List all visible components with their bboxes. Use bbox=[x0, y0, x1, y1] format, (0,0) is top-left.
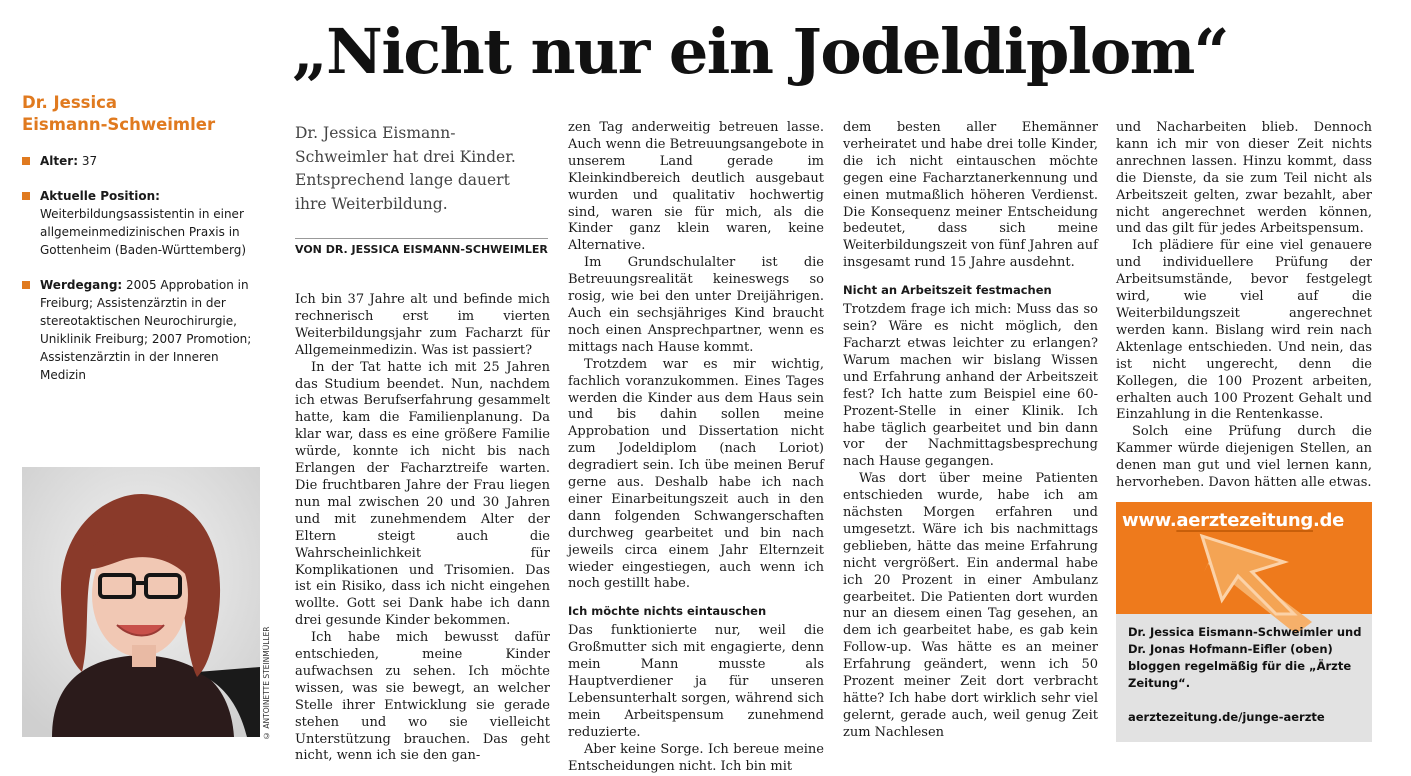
subheading: Nicht an Arbeitszeit festmachen bbox=[843, 283, 1052, 298]
fact-value: 2005 Approbation in Freiburg; Assistenzärztin in der stereotaktischen Neurochirurgie, Uniklinik Freiburg; 2007 Promotion; Assistenzärztin in der Inneren Medizin bbox=[40, 278, 252, 382]
fact-label: Alter: bbox=[40, 154, 78, 168]
profile-name bbox=[22, 92, 262, 136]
profile-name-line1: Dr. Jessica bbox=[22, 93, 118, 112]
paragraph: Im Grundschulalter ist die Betreuungsrealität keineswegs so rosig, wie bei den unter Dreijährigen. Auch ein sechsjähriges Kind braucht noch einen Ansprechpartner, wenn es mittags nach Hause kommt. bbox=[568, 255, 824, 355]
headline: „Nicht nur ein Jodeldiplom“ bbox=[292, 15, 1228, 88]
article-column-3 bbox=[843, 120, 1098, 742]
paragraph: dem besten aller Ehemänner verheiratet und habe drei tolle Kinder, die ich nicht eintauschen möchte gegen eine Facharztanerkennung und einen mutmaßlich höheren Verdienst. Die Konsequenz meiner Entscheidung bedeutet, dass sich meine Weiterbildungszeit von fünf Jahren auf insgesamt rund 15 Jahre ausdehnt. bbox=[843, 120, 1098, 271]
fact-position bbox=[22, 187, 262, 259]
square-bullet-icon bbox=[22, 157, 30, 165]
cursor-arrow-icon bbox=[1116, 502, 1372, 614]
fact-career bbox=[22, 276, 262, 384]
byline-divider bbox=[295, 238, 548, 239]
paragraph: Ich plädiere für eine viel genauere und individuellere Prüfung der Arbeitsumstände, bevor festgelegt wird, wie viel auf die Weiterbildungszeit angerechnet werden kann. Bislang wird rein nach Aktenlage entschieden. Und nein, das ist nicht ungerecht, denn die Kollegen, die 100 Prozent arbeiten, erhalten auch 100 Prozent Gehalt und Einzahlung in die Rentenkasse. bbox=[1116, 238, 1372, 423]
square-bullet-icon bbox=[22, 192, 30, 200]
portrait-illustration bbox=[22, 467, 260, 737]
url-main: aerztezeitung bbox=[1176, 510, 1313, 531]
author-photo bbox=[22, 467, 260, 737]
lead-text: Dr. Jessica Eismann-Schweimler hat drei Kinder. Entsprechend lange dauert ihre Weiterbildung. bbox=[295, 124, 516, 213]
url-prefix: www. bbox=[1122, 510, 1177, 531]
promo-text: Dr. Jessica Eismann-Schweimler und Dr. Jonas Hofmann-Eifler (oben) bloggen regelmäßig für die „Ärzte Zeitung“. bbox=[1128, 625, 1362, 690]
fact-value: Weiterbildungsassistentin in einer allgemeinmedizinischen Praxis in Gottenheim (Baden-Württemberg) bbox=[40, 207, 247, 257]
promo-link[interactable]: aerztezeitung.de/junge-aerzte bbox=[1128, 710, 1325, 724]
byline: VON DR. JESSICA EISMANN-SCHWEIMLER bbox=[295, 243, 548, 256]
paragraph: Das funktionierte nur, weil die Großmutter sich mit engagierte, denn mein Mann musste als Hauptverdiener ja für unseren Lebensunterhalt sorgen, während sich mein Arbeitspensum zunehmend reduzierte. bbox=[568, 623, 824, 740]
square-bullet-icon bbox=[22, 281, 30, 289]
fact-label: Aktuelle Position: bbox=[40, 189, 160, 203]
paragraph: Was dort über meine Patienten entschieden wurde, habe ich am nächsten Morgen erfahren und umgesetzt. Wäre ich bis nachmittags geblieben, hätte das meine Erfahrung nicht vergrößert. Ein andermal habe ich 20 Prozent in einer Ambulanz gearbeitet. Die Patienten dort wurden nur an diesem einen Tag gesehen, an dem ich gearbeitet habe, es gab kein Follow-up. Was hätte es an meiner Erfahrung geändert, wenn ich 50 Prozent meiner Zeit dort verbracht hätte? Ich habe dort wirklich sehr viel gelernt, gerade auch, weil genug Zeit zum Nachlesen bbox=[843, 471, 1098, 740]
article-column-2 bbox=[568, 120, 824, 776]
website-promo-box[interactable] bbox=[1116, 502, 1372, 742]
paragraph: zen Tag anderweitig betreuen lasse. Auch wenn die Betreuungsangebote in unserem Land gerade im Kleinkindbereich deutlich ausgebaut wurden und qualitativ hochwertig sind, waren sie für mich, als die Kinder ganz klein waren, keine Alternative. bbox=[568, 120, 824, 254]
fact-age bbox=[22, 152, 262, 170]
paragraph: und Nacharbeiten blieb. Dennoch kann ich mir von dieser Zeit nichts anrechnen lassen. Hinzu kommt, dass die Dienste, da sie zum Teil nicht als Arbeitszeit gelten, zwar bezahlt, aber nicht angerechnet werden können, und das gilt für jedes Arbeitspensum. bbox=[1116, 120, 1372, 237]
promo-banner[interactable] bbox=[1116, 502, 1372, 614]
photo-credit: © ANTOINETTE STEINMÜLLER bbox=[262, 626, 271, 740]
paragraph: Ich bin 37 Jahre alt und befinde mich rechnerisch erst im vierten Weiterbildungsjahr zum Facharzt für Allgemeinmedizin. Was ist passiert? bbox=[295, 292, 550, 358]
profile-name-line2: Eismann-Schweimler bbox=[22, 115, 216, 134]
paragraph: Trotzdem frage ich mich: Muss das so sein? Wäre es nicht möglich, den Facharzt etwas leichter zu erlangen? Warum machen wir bislang Wissen und Erfahrung anhand der Arbeitszeit fest? Ich hatte zum Beispiel eine 60-Prozent-Stelle in einer Klinik. Ich habe täglich gearbeitet und bin dann vor der Nachmittagsbesprechung nach Hause gegangen. bbox=[843, 302, 1098, 470]
subheading: Ich möchte nichts eintauschen bbox=[568, 604, 767, 619]
paragraph: Ich habe mich bewusst dafür entschieden, meine Kinder aufwachsen zu sehen. Ich möchte wissen, was sie bewegt, an welcher Stelle ihrer Entwicklung sie gerade stehen und wo sie vielleicht Unterstützung brauchen. Das geht nicht, wenn ich sie den gan- bbox=[295, 630, 550, 764]
fact-label: Werdegang: bbox=[40, 278, 123, 292]
article-column-4 bbox=[1116, 120, 1372, 492]
fact-value: 37 bbox=[78, 154, 98, 168]
url-suffix: .de bbox=[1312, 510, 1344, 531]
paragraph: In der Tat hatte ich mit 25 Jahren das Studium beendet. Nun, nachdem ich etwas Berufserfahrung gesammelt hatte, kam die Familienplanung. Da klar war, dass es eine größere Familie würde, konnte ich nicht bis nach Erlangen der Facharztreife warten. Die fruchtbaren Jahre der Frau liegen nun mal zwischen 20 und 30 Jahren und mit zunehmendem Alter der Eltern steigt auch die Wahrscheinlichkeit für Komplikationen und Trisomien. Das ist ein Risiko, dass ich nicht eingehen wollte. Gott sei Dank habe ich dann drei gesunde Kinder bekommen. bbox=[295, 359, 550, 629]
paragraph: Aber keine Sorge. Ich bereue meine Entscheidungen nicht. Ich bin mit bbox=[568, 741, 824, 774]
article-column-1 bbox=[295, 292, 550, 765]
paragraph: Trotzdem war es mir wichtig, fachlich voranzukommen. Eines Tages werden die Kinder aus dem Haus sein und bis dahin sollen meine Approbation und Dissertation nicht zum Jodeldiplom (nach Loriot) degradiert sein. Ich übe meinen Beruf gerne aus. Deshalb habe ich nach einer Einarbeitungszeit auch in den dann folgenden Schwangerschaften durchweg gearbeitet und bin nach jeweils circa einem Jahr Elternzeit wieder eingestiegen, auch wenn ich noch gestillt habe. bbox=[568, 356, 824, 592]
paragraph: Solch eine Prüfung durch die Kammer würde diejenigen Stellen, an denen man gut und viel lernen kann, hervorheben. Davon hätten alle etwas. bbox=[1116, 424, 1372, 491]
profile-facts bbox=[22, 152, 262, 384]
profile-box bbox=[22, 92, 262, 401]
